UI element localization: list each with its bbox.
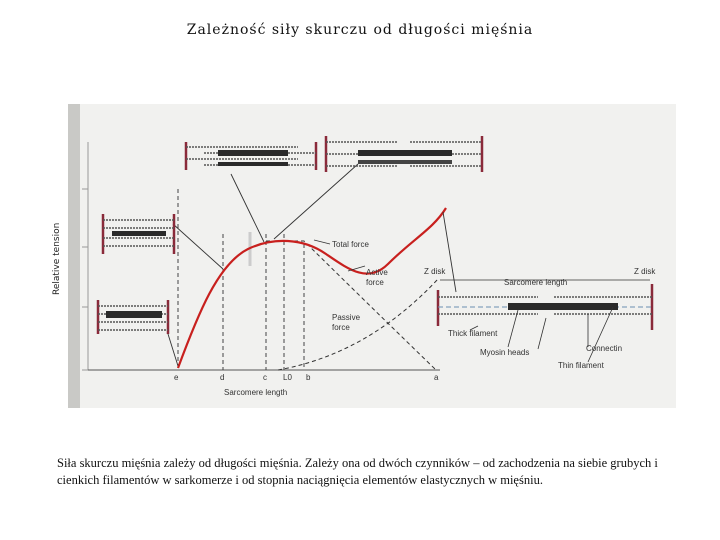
y-axis-ticks: [82, 189, 88, 370]
sarcomere-drawing-1: [186, 142, 316, 170]
tick-label-e: e: [174, 373, 179, 382]
z-disk-right-label: Z disk: [634, 267, 656, 276]
thin-filament-label: Thin filament: [558, 361, 604, 370]
tick-label-a: a: [434, 373, 439, 382]
y-axis-label: Relative tension: [52, 222, 62, 295]
sarcomere-drawing-4: [98, 300, 168, 334]
active-force-label-2: force: [366, 278, 384, 287]
sarcomere-length-label: Sarcomere length: [504, 278, 568, 287]
length-tension-diagram: [68, 104, 676, 408]
passive-force-curve: [278, 279, 438, 370]
passive-force-label-1: Passive: [332, 313, 361, 322]
guide-lines: [178, 189, 304, 370]
sarcomere-drawing-3: [103, 214, 174, 254]
z-disk-left-label: Z disk: [424, 267, 446, 276]
tick-label-b: b: [306, 373, 311, 382]
myosin-heads-label: Myosin heads: [480, 348, 530, 357]
x-tick-labels: [174, 373, 439, 382]
thick-filament-label: Thick filament: [448, 329, 498, 338]
leader-lines: [168, 164, 456, 366]
total-force-curve: [178, 208, 446, 368]
caption: Siła skurczu mięśnia zależy od długości mięśnia. Zależy ona od dwóch czynników – od zachodzenia na siebie grubych i cienkich filamentów w sarkomerze i od stopnia naciągnięcia elementów elastycznych w mięśniu.: [57, 456, 658, 487]
total-force-label: Total force: [332, 240, 369, 249]
sarcomere-drawing-2: [326, 136, 482, 172]
active-force-label-1: Active: [366, 268, 388, 277]
passive-force-label-2: force: [332, 323, 350, 332]
x-axis-label: Sarcomere length: [224, 388, 288, 397]
tick-label-l0: L0: [283, 373, 292, 382]
scan-edge: [68, 104, 80, 408]
length-tension-figure: [68, 104, 676, 408]
page-title: Zależność siły skurczu od długości mięśnia: [186, 22, 534, 38]
connectin-label: Connectin: [586, 344, 623, 353]
tick-label-c: c: [263, 373, 267, 382]
sarcomere-detail-labels: [424, 267, 656, 370]
tick-label-d: d: [220, 373, 225, 382]
